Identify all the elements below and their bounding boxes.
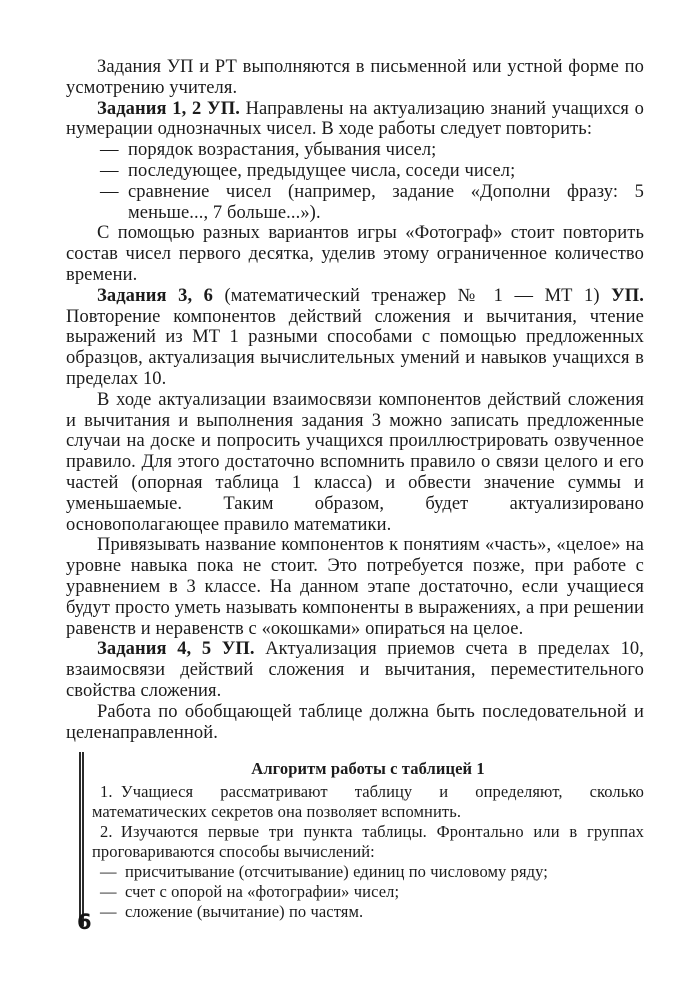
paragraph-photographer-game: С помощью разных вариантов игры «Фотограф» стоит повторить состав чисел первого десятка, уделив этому ограниченное количество времени.: [66, 223, 644, 285]
list-item: [66, 161, 644, 182]
dash-marker: —: [100, 902, 117, 922]
repeat-topics-list: [66, 140, 644, 223]
up-label: УП.: [611, 285, 644, 306]
dash-marker: —: [100, 160, 119, 181]
paragraph-table-work: Работа по обобщающей таблице должна быть последовательной и целенаправленной.: [66, 701, 644, 743]
list-item-text: порядок возрастания, убывания чисел;: [128, 140, 437, 161]
paragraph-components-naming: Привязывать название компонентов к понятиям «часть», «целое» на уровне навыка пока не стоит. Это потребуется позже, при работе с уравнением в 3 классе. На данном этапе достаточно, если учащиеся будут просто уметь называть компоненты в выражениях, а при решении равенств и неравенств с «окошками» опираться на целое.: [66, 535, 644, 639]
list-item: [92, 862, 644, 882]
list-item-text: сравнение чисел (например, задание «Дополни фразу: 5 меньше..., 7 больше...»).: [128, 181, 644, 223]
tasks-3-6-label: Задания 3, 6: [97, 285, 214, 306]
dash-marker: —: [100, 862, 117, 882]
paragraph-tasks-1-2: [66, 99, 644, 141]
tasks-4-5-text: Актуализация приемов счета в пределах 10, взаимосвязи действий сложения и вычитания, переместительного свойства сложения.: [66, 639, 644, 701]
paragraph-tasks-4-5: [66, 639, 644, 701]
paragraph-up-rt: Задания УП и РТ выполняются в письменной или устной форме по усмотрению учителя.: [66, 57, 644, 98]
algorithm-title: Алгоритм работы с таблицей 1: [251, 759, 485, 779]
algorithm-block: [79, 752, 644, 926]
tasks-1-2-label: Задания 1, 2 УП.: [97, 98, 240, 119]
algorithm-step-2: 2. Изучаются первые три пункта таблицы. Фронтально или в группах проговариваются способы вычислений:: [92, 822, 644, 862]
dash-marker: —: [100, 140, 119, 161]
list-item-text: последующее, предыдущее числа, соседи чисел;: [128, 160, 516, 181]
algorithm-step-1: 1. Учащиеся рассматривают таблицу и определяют, сколько математических секретов она позволяет вспомнить.: [92, 782, 644, 822]
tasks-3-6-text: Повторение компонентов действий сложения и вычитания, чтение выражений из МТ 1 разными способами с помощью предложенных образцов, актуализация вычислительных умений и навыков учащихся в пределах 10.: [66, 306, 644, 389]
dash-marker: —: [100, 181, 119, 202]
paragraph-tasks-3-6: [66, 286, 644, 390]
page-body-text: [66, 57, 644, 926]
paragraph-actualization: В ходе актуализации взаимосвязи компонентов действий сложения и вычитания и выполнения задания 3 можно записать предложенные случаи на доске и попросить учащихся проиллюстрировать озвученное правило. Для этого достаточно вспомнить правило о связи целого и его частей (опорная таблица 1 класса) и обвести значение суммы и уменьшаемые. Таким образом, будет актуализировано основополагающее правило математики.: [66, 389, 644, 535]
calculation-methods-list: [92, 862, 644, 922]
list-item: [66, 140, 644, 161]
list-item-text: присчитывание (отсчитывание) единиц по числовому ряду;: [125, 862, 548, 882]
tasks-1-2-text: Направлены на актуализацию знаний учащихся о нумерации однозначных чисел. В ходе работы следует повторить:: [66, 98, 644, 140]
list-item-text: сложение (вычитание) по частям.: [125, 902, 364, 922]
list-item: [92, 882, 644, 902]
list-item: [92, 902, 644, 922]
tasks-3-6-trainer-note: (математический тренажер № 1 — МТ 1): [213, 285, 612, 306]
list-item-text: счет с опорой на «фотографии» чисел;: [125, 882, 400, 902]
page-number: 6: [77, 910, 92, 934]
list-item: [66, 182, 644, 224]
dash-marker: —: [100, 882, 117, 902]
tasks-4-5-label: Задания 4, 5 УП.: [97, 639, 255, 660]
